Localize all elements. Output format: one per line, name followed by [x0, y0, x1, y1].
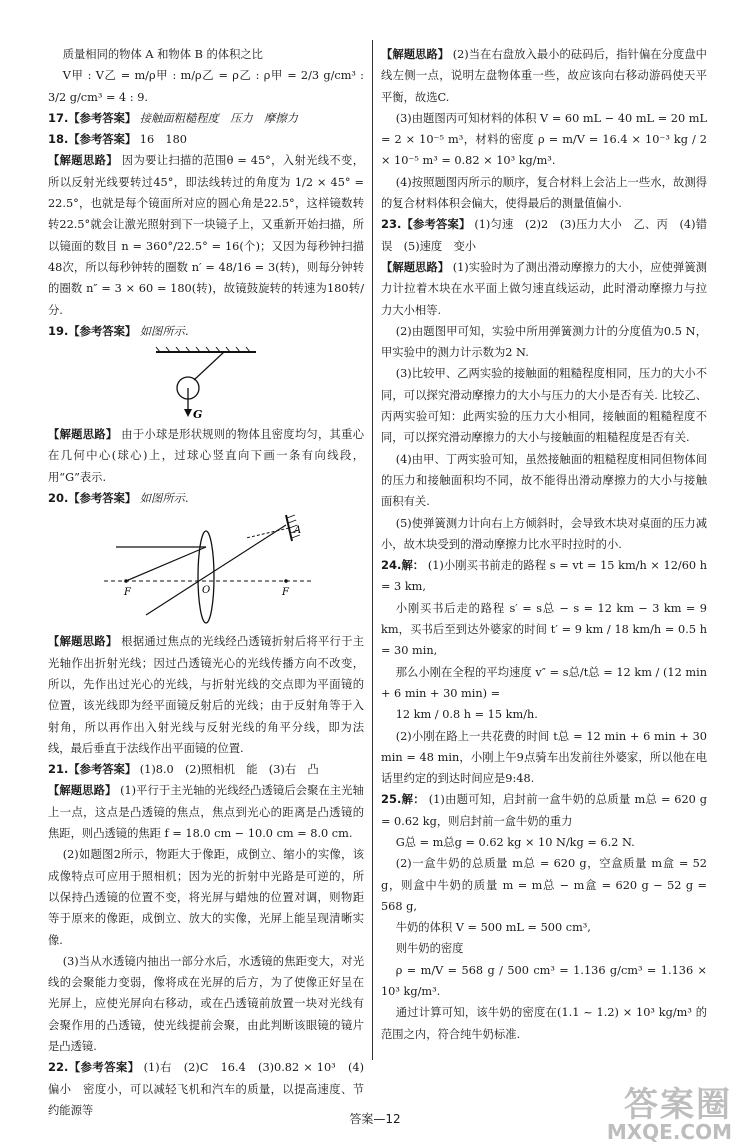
paragraph-text: 如图所示. — [136, 492, 189, 506]
paragraph-text: 因为要让扫描的范围θ = 45°，入射光线不变，所以反射光线要转过45°，即法线转过的角度为 1/2 × 45° = 22.5°，也就是每个镜面所对应的圆心角是22.5°，这样镜数转转22.5°就会让激光照射到下一块镜子上，又重新开始扫描，所以镜面的数目 n = 360°/22.5° = 16(个)；又因为每秒钟扫描48次，所以每秒钟转的圈数 n′ = 48/16 = 3(转)，则每分钟转的圈数 n″ = 3 × 60 = 180(转)，故镜鼓旋转的转速为180转/分. — [48, 154, 364, 317]
paragraph-text: 则牛奶的密度 — [395, 942, 464, 956]
section-tag: 【参考答案】 — [68, 763, 137, 777]
paragraph-text: 质量相同的物体 A 和物体 B 的体积之比 — [62, 48, 263, 61]
paragraph — [381, 1002, 707, 1045]
column-divider — [372, 40, 373, 1060]
section-tag: 【参考答案】 — [68, 1061, 140, 1075]
paragraph — [381, 789, 707, 832]
section-tag: 【参考答案】 — [401, 218, 471, 232]
paragraph-text: (1)由题可知，启封前一盒牛奶的总质量 m总 = 620 g = 0.62 kg，则启封前一盒牛奶的重力 — [381, 793, 707, 828]
focus-dot-left — [124, 580, 128, 584]
paragraph — [381, 598, 707, 662]
paragraph-text: 由于小球是形状规则的物体且密度均匀，其重心在几何中心(球心)上，过球心竖直向下画一条有向线段，用“G”表示. — [48, 428, 364, 484]
paragraph — [381, 214, 707, 257]
section-tag: 【解题思路】 — [48, 635, 118, 649]
paragraph-text: ρ = m/V = 568 g / 500 cm³ = 1.136 g/cm³ = 1.136 × 10³ kg/m³. — [381, 963, 707, 999]
paragraph — [381, 960, 707, 1003]
paragraph — [48, 844, 364, 950]
paragraph — [381, 726, 707, 790]
question-number: 24. — [381, 558, 402, 573]
gravity-label: G — [193, 408, 203, 422]
section-tag: 解： — [401, 559, 425, 573]
paragraph-text: 接触面粗糙程度 压力 摩擦力 — [136, 111, 298, 125]
right-column — [381, 44, 707, 1045]
focus-dot-right — [284, 580, 288, 584]
paragraph — [381, 363, 707, 448]
paragraph-text: (2)一盒牛奶的总质量 m总 = 620 g，空盒质量 m盒 = 52 g，则盒中牛奶的质量 m = m总 − m盒 = 620 g − 52 g = 568 g, — [381, 857, 707, 913]
label-A: A — [294, 525, 302, 537]
paragraph-text: (2)由题图甲可知，实验中所用弹簧测力计的分度值为0.5 N，甲实验中的测力计示数为2 N. — [381, 324, 707, 360]
paragraph-text: (5)使弹簧测力计向右上方倾斜时，会导致木块对桌面的压力减小，故木块受到的滑动摩擦力比水平时拉时的小. — [381, 516, 707, 551]
label-F-right: F — [282, 587, 289, 599]
page-number: 答案—12 — [349, 1112, 401, 1126]
paragraph-text: V甲 : V乙 = m/ρ甲 : m/ρ乙 = ρ乙 : ρ甲 = 2/3 g/cm³ : 3/2 g/cm³ = 4 : 9. — [48, 69, 364, 104]
section-tag: 解： — [401, 793, 425, 807]
ray-through-focus — [126, 547, 206, 581]
section-tag: 【参考答案】 — [68, 324, 137, 338]
mirror-hatch — [288, 520, 296, 523]
paragraph-text: 如图所示. — [136, 324, 189, 338]
paragraph-text: 12 km / 0.8 h = 15 km/h. — [395, 708, 538, 722]
paragraph-text: (1)实验时为了测出滑动摩擦力的大小，应使弹簧测力计拉着木块在水平面上做匀速直线运动，此时滑动摩擦力与拉力大小相等. — [381, 260, 707, 317]
question-number: 22. — [48, 1060, 69, 1075]
question-number: 20. — [48, 491, 69, 506]
paragraph-text: 牛奶的体积 V = 500 mL = 500 cm³, — [395, 921, 591, 935]
paragraph — [48, 424, 364, 488]
section-tag: 【参考答案】 — [68, 492, 137, 506]
question-number: 17. — [48, 110, 69, 125]
paragraph-text: (3)当从水透镜内抽出一部分水后，水透镜的焦距变大，对光线的会聚能力变弱，像将成在光屏的后方，为了使像正好呈在光屏上，应使光屏向右移动，或在凸透镜前放置一块对光线有会聚作用的凸透镜，使光线提前会聚，由此判断该眼镜的镜片是凸透镜. — [48, 954, 364, 1053]
paragraph — [381, 108, 707, 172]
paragraph-text: (1)小刚买书前走的路程 s = vt = 15 km/h × 12/60 h = 3 km, — [381, 559, 707, 594]
question-number: 21. — [48, 762, 69, 777]
label-O: O — [202, 585, 211, 597]
string-line — [194, 352, 224, 380]
paragraph — [381, 172, 707, 215]
paragraph-text: (1)匀速 (2)2 (3)压力大小 乙、丙 (4)错误 (5)速度 变小 — [381, 218, 707, 253]
paragraph-text: 通过计算可知，该牛奶的密度在(1.1 ~ 1.2) × 10³ kg/m³ 的范围之内，符合纯牛奶标准. — [381, 1006, 707, 1041]
mirror-hatch — [287, 515, 295, 518]
section-tag: 【解题思路】 — [48, 784, 117, 798]
paragraph — [48, 150, 364, 320]
paragraph — [381, 44, 707, 108]
paragraph-text: (2)如题图2所示，物距大于像距，成倒立、缩小的实像，该成像特点可应用于照相机；因为光的折射中光路是可逆的，所以保持凸透镜的位置不变，将光屏与蜡烛的位置对调，则物距等于原来的像距，成倒立、放大的实像，光屏上能呈现清晰实像. — [48, 848, 364, 947]
paragraph — [381, 938, 707, 959]
paragraph-text: (1)右 (2)C 16.4 (3)0.82 × 10³ (4)偏小 密度小，可以减轻飞机和汽车的质量，以提高速度、节约能源等 — [48, 1061, 364, 1117]
paragraph — [381, 321, 707, 364]
paragraph-text: (2)小刚在路上一共花费的时间 t总 = 12 min + 6 min + 30 min = 48 min，小刚上午9点骑车出发前往外婆家，所以他在电话里约定的到达时间应是9:48. — [381, 729, 707, 786]
section-tag: 【参考答案】 — [68, 133, 137, 147]
question-number: 25. — [381, 792, 402, 807]
paragraph-text: (4)由甲、丁两实验可知，虽然接触面的粗糙程度相同但物体间的压力和接触面积均不同，故不能得出滑动摩擦力的大小与接触面积有关. — [381, 452, 707, 509]
section-tag: 【解题思路】 — [381, 48, 450, 61]
paragraph — [381, 704, 707, 725]
paragraph — [381, 449, 707, 513]
figure-19-pendulum — [146, 344, 266, 422]
paragraph-text: 16 180 — [136, 133, 187, 147]
watermark-line2: MXQE.COM — [606, 1120, 732, 1144]
paragraph-text: (4)按照题图丙所示的顺序，复合材料上会沾上一些水，故测得的复合材料体积会偏大，使得最后的测量值偏小. — [381, 175, 707, 211]
paragraph — [48, 65, 364, 108]
paragraph-text: 根据通过焦点的光线经凸透镜折射后将平行于主光轴作出折射光线；因过凸透镜光心的光线传播方向不改变，所以，先作出过光心的光线，与折射光线的交点即为平面镜的位置，该光线即为经平面镜反射后的光线；由于反射角等于入射角，所以再作出入射光线与反射光线的角平分线，即为法线，最后垂直于法线作出平面镜的位置. — [48, 635, 364, 755]
paragraph — [381, 513, 707, 556]
section-tag: 【解题思路】 — [48, 154, 118, 168]
paragraph — [48, 108, 364, 129]
ray-through-center — [146, 525, 286, 615]
paragraph-text: G总 = m总g = 0.62 kg × 10 N/kg = 6.2 N. — [395, 835, 635, 849]
watermark-line1: 答案圈 — [624, 1085, 732, 1125]
paragraph-text: (1)平行于主光轴的光线经凸透镜后会聚在主光轴上一点，这点是凸透镜的焦点，焦点到光心的距离是凸透镜的焦距，则凸透镜的焦距 f = 18.0 cm − 10.0 cm = 8.0 cm. — [48, 784, 364, 841]
paragraph — [48, 129, 364, 150]
paragraph — [48, 951, 364, 1057]
section-tag: 【参考答案】 — [68, 111, 137, 125]
paragraph — [48, 780, 364, 844]
paragraph-text: (3)由题图丙可知材料的体积 V = 60 mL − 40 mL = 20 mL = 2 × 10⁻⁵ m³，材料的密度 ρ = m/V = 16.4 × 10⁻³ kg / 2 × 10⁻⁵ m³ = 0.82 × 10³ kg/m³. — [381, 111, 707, 168]
paragraph — [381, 662, 707, 705]
paragraph-text: 小刚买书后走的路程 s′ = s总 − s = 12 km − 3 km = 9 km，买书后至到达外婆家的时间 t′ = 9 km / 18 km/h = 0.5 h = 30 min, — [381, 601, 707, 658]
left-column — [48, 44, 364, 1121]
paragraph-text: (1)8.0 (2)照相机 能 (3)右 凸 — [136, 763, 319, 777]
paragraph-text: 那么小刚在全程的平均速度 v″ = s总/t总 = 12 km / (12 min + 6 min + 30 min) = — [381, 665, 707, 700]
paragraph-text: (3)比较甲、乙两实验的接触面的粗糙程度相同，压力的大小不同，可以探究滑动摩擦力的大小与压力的大小是否有关. 比较乙、丙两实验可知：此两实验的压力大小相同，接触面的粗糙程度不同，可以探究滑动摩擦力的大小与接触面的粗糙程度是否有关. — [381, 367, 707, 445]
question-number: 18. — [48, 132, 69, 147]
figure-20-lens — [86, 511, 326, 629]
label-F-left: F — [124, 587, 131, 599]
watermark-logo — [606, 1085, 732, 1144]
section-tag: 【解题思路】 — [48, 428, 118, 442]
paragraph — [48, 321, 364, 342]
section-tag: 【解题思路】 — [381, 260, 450, 274]
paragraph — [381, 555, 707, 598]
paragraph — [381, 853, 707, 917]
paragraph-text: (2)当在右盘放入最小的砝码后，指针偏在分度盘中线左侧一点，说明左盘物体重一些，故应该向右移动游码使天平平衡，故选C. — [381, 48, 707, 104]
question-number: 19. — [48, 323, 69, 338]
paragraph — [48, 759, 364, 780]
gravity-arrow-head — [184, 409, 192, 417]
question-number: 23. — [381, 217, 402, 232]
paragraph — [381, 832, 707, 853]
paragraph — [48, 44, 364, 65]
paragraph — [381, 257, 707, 321]
paragraph — [48, 631, 364, 759]
paragraph — [48, 488, 364, 509]
paragraph — [381, 917, 707, 938]
